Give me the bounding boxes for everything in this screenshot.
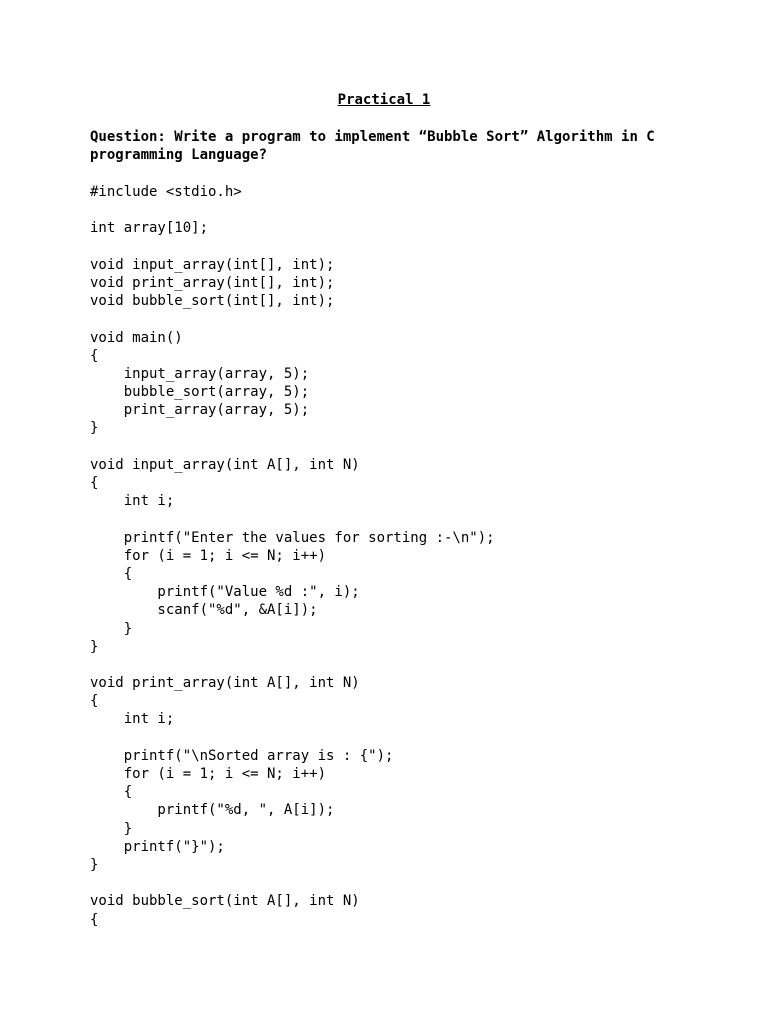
code-line: void input_array(int[], int);: [90, 256, 335, 273]
code-line: [90, 238, 730, 256]
code-line: print_array(array, 5);: [90, 402, 310, 419]
code-line: {: [90, 693, 99, 710]
code-line: void bubble_sort(int[], int);: [90, 293, 335, 310]
code-block: [90, 183, 730, 929]
code-line: }: [90, 620, 133, 637]
code-line: [90, 438, 730, 456]
question-text: Question: Write a program to implement “Bubble Sort” Algorithm in C programming Language?: [90, 129, 655, 164]
code-line: int i;: [90, 711, 175, 728]
code-line: printf("}");: [90, 838, 225, 855]
code-line: [90, 510, 730, 528]
code-line: }: [90, 638, 99, 655]
code-line: #include <stdio.h>: [90, 184, 242, 200]
code-line: [90, 874, 730, 892]
code-line: bubble_sort(array, 5);: [90, 384, 310, 401]
code-line: printf("%d, ", A[i]);: [90, 802, 335, 819]
page-title: Practical 1: [337, 92, 431, 108]
code-line: printf("\nSorted array is : {");: [90, 747, 394, 764]
code-line: void print_array(int[], int);: [90, 274, 335, 291]
code-line: }: [90, 820, 133, 837]
code-line: printf("Enter the values for sorting :-\n");: [90, 529, 495, 546]
code-line: for (i = 1; i <= N; i++): [90, 547, 327, 564]
code-line: int array[10];: [90, 220, 209, 237]
code-line: void print_array(int A[], int N): [90, 675, 360, 692]
code-line: scanf("%d", &A[i]);: [90, 602, 318, 619]
code-line: }: [90, 856, 99, 873]
code-line: {: [90, 475, 99, 491]
code-line: void input_array(int A[], int N): [90, 456, 360, 473]
code-line: [90, 310, 730, 328]
code-line: void main(): [90, 329, 183, 346]
code-line: for (i = 1; i <= N; i++): [90, 766, 327, 782]
code-line: {: [90, 911, 99, 928]
code-line: int i;: [90, 493, 175, 510]
code-line: [90, 656, 730, 674]
code-line: {: [90, 784, 133, 801]
code-line: printf("Value %d :", i);: [90, 584, 360, 601]
code-line: [90, 729, 730, 747]
code-line: {: [90, 347, 99, 364]
code-line: void bubble_sort(int A[], int N): [90, 893, 360, 910]
code-line: }: [90, 420, 99, 437]
code-line: {: [90, 565, 133, 582]
code-line: input_array(array, 5);: [90, 365, 310, 382]
code-line: [90, 201, 730, 219]
